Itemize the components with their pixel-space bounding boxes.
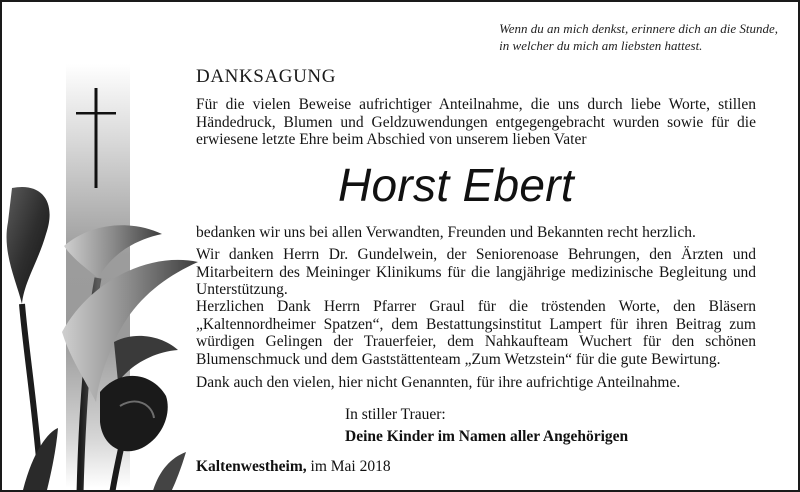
heading: DANKSAGUNG: [196, 66, 337, 87]
calla-lily-illustration: [2, 182, 202, 492]
paragraph-pastor: Herzlichen Dank Herrn Pfarrer Graul für die tröstenden Worte, den Bläsern „Kaltennordheimer Spatzen“, dem Bestattungsinstitut Lampert für ihren Beitrag zum würdigen Gelingen der Trauerfeier, dem Nahkaufteam Wuchert für den schönen Blumenschmuck und dem Gaststättenteam „Zum Wetzstein“ für die gute Bewirtung.: [196, 298, 756, 368]
poem-line: in welcher du mich am liebsten hattest.: [499, 38, 703, 53]
deceased-name: Horst Ebert: [338, 159, 574, 211]
signature-intro: In stiller Trauer:: [345, 406, 446, 423]
cross-icon: [74, 86, 118, 190]
paragraph-doctor: Wir danken Herrn Dr. Gundelwein, der Seniorenoase Behrungen, den Ärzten und Mitarbeitern des Meininger Klinikums für die langjährige medizinische Begleitung und Unterstützung.: [196, 246, 756, 298]
place-date: [196, 458, 391, 476]
signature-family: Deine Kinder im Namen aller Angehörigen: [345, 428, 629, 445]
paragraph-all: Dank auch den vielen, hier nicht Genannten, für ihre aufrichtige Anteilnahme.: [196, 374, 681, 391]
place-town: Kaltenwestheim,: [196, 458, 307, 475]
poem-line: Wenn du an mich denkst, erinnere dich an die Stunde,: [499, 21, 778, 36]
paragraph-relatives: bedanken wir uns bei allen Verwandten, Freunden und Bekannten recht herzlich.: [196, 224, 696, 241]
poem-quote: [499, 20, 778, 54]
intro-paragraph: Für die vielen Beweise aufrichtiger Anteilnahme, die uns durch liebe Worte, stillen Händedruck, Blumen und Geldzuwendungen entgegengebracht wurden sowie für die erwiesene letzte Ehre beim Abschied von unserem lieben Vater: [196, 96, 756, 148]
place-date-text: im Mai 2018: [310, 458, 391, 475]
